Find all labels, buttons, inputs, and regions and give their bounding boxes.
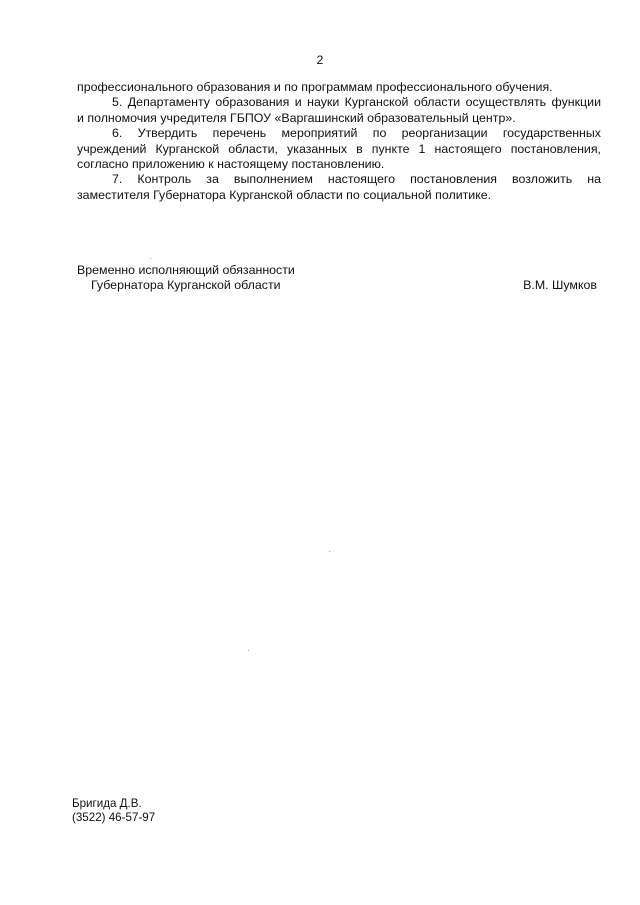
signature-title (77, 263, 295, 294)
signer-name: В.М. Шумков (523, 278, 597, 293)
executor-name: Бригида Д.В. (72, 797, 142, 810)
paragraph-6-line-3: согласно приложению к настоящему постановлению. (77, 157, 385, 172)
paragraph-7-line-1: 7. Контроль за выполнением настоящего постановления возложить на (112, 172, 601, 187)
paragraph-continuation: профессионального образования и по программам профессионального обучения. (77, 80, 553, 94)
document-body (77, 80, 601, 203)
paragraph-7-line-2: заместителя Губернатора Курганской области по социальной политике. (77, 187, 492, 202)
signature-title-line-1: Временно исполняющий обязанности (77, 263, 295, 277)
scan-speck (329, 551, 330, 552)
paragraph-6-line-2: учреждений Курганской области, указанных в пункте 1 настоящего постановления, (77, 141, 601, 156)
page-number: 2 (316, 53, 324, 67)
scan-speck (150, 258, 151, 259)
executor-phone: (3522) 46-57-97 (72, 810, 156, 824)
executor-info (72, 797, 155, 824)
scan-speck (248, 650, 249, 651)
paragraph-5-line-1: 5. Департаменту образования и науки Курганской области осуществлять функции (112, 95, 601, 110)
paragraph-6-line-1: 6. Утвердить перечень мероприятий по реорганизации государственных (112, 126, 601, 141)
signature-title-line-2: Губернатора Курганской области (91, 278, 281, 293)
paragraph-5-line-2: и полномочия учредителя ГБПОУ «Варгашинский образовательный центр». (77, 110, 516, 125)
